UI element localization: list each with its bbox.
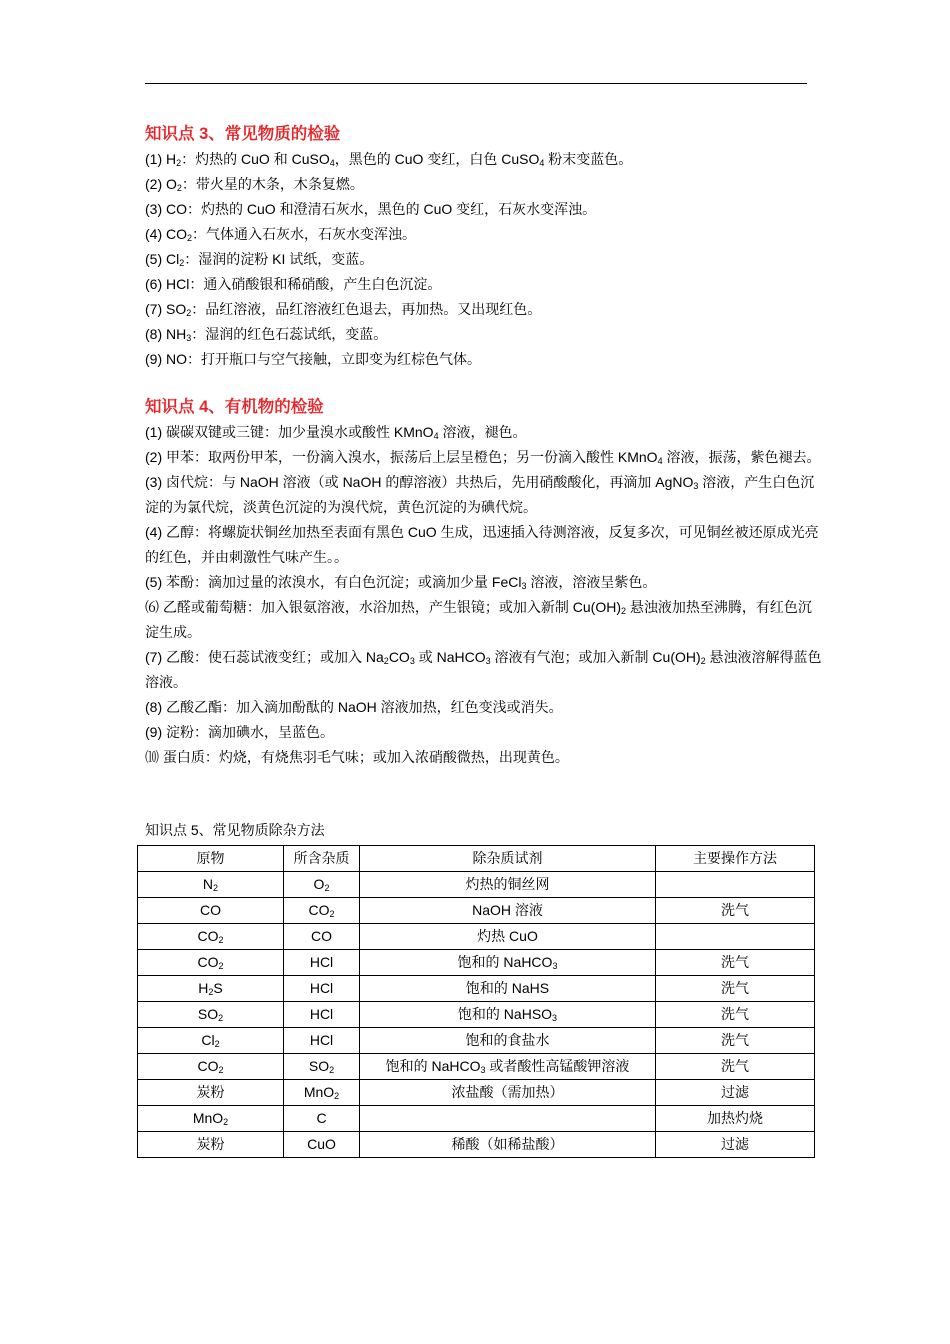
text-segment: (7) 乙酸：使石蕊试液变红；或加入 Na	[145, 649, 384, 665]
text-segment: HCl	[309, 1006, 334, 1022]
section-3-item	[145, 197, 825, 222]
text-segment: 洗气	[721, 902, 749, 918]
text-segment: (8) NH	[145, 326, 187, 342]
subscript: 4	[433, 431, 439, 441]
text-segment: 洗气	[721, 1058, 749, 1074]
text-segment: CO	[388, 649, 410, 665]
cell-reagent	[360, 950, 656, 976]
text-segment: CO	[308, 902, 330, 918]
text-segment: O	[313, 876, 325, 892]
subscript: 2	[218, 935, 224, 945]
section-4-list	[145, 420, 825, 770]
cell-method	[656, 976, 815, 1002]
subscript: 3	[186, 333, 192, 343]
text-segment: (1) H	[145, 151, 177, 167]
section-4-item	[145, 695, 825, 720]
cell-method	[656, 1054, 815, 1080]
section-3-item	[145, 272, 825, 297]
text-segment: CO	[197, 928, 219, 944]
cell-impurity	[284, 1028, 360, 1054]
cell-original	[138, 1054, 284, 1080]
text-segment: 过滤	[721, 1136, 749, 1152]
cell-impurity	[284, 976, 360, 1002]
cell-reagent	[360, 1080, 656, 1106]
subscript: 3	[552, 961, 558, 971]
section-3-item	[145, 347, 825, 372]
subscript: 2	[700, 656, 706, 666]
text-segment: (9) 淀粉：滴加碘水，呈蓝色。	[145, 724, 334, 740]
section-3-item	[145, 172, 825, 197]
section-3-list	[145, 147, 825, 372]
section-3-item	[145, 222, 825, 247]
subscript: 2	[218, 1065, 224, 1075]
table-body	[138, 872, 815, 1158]
text-segment: 饱和的 NaHS	[465, 980, 550, 996]
text-segment: 饱和的食盐水	[465, 1032, 550, 1048]
cell-reagent	[360, 1106, 656, 1132]
subscript: 3	[485, 656, 491, 666]
cell-original	[138, 924, 284, 950]
subscript: 2	[329, 909, 335, 919]
subscript: 2	[329, 1065, 335, 1075]
text-segment: Cl	[201, 1032, 215, 1048]
text-segment: (5) 苯酚：滴加过量的浓溴水，有白色沉淀；或滴加少量 FeCl	[145, 574, 522, 590]
text-segment: 加热灼烧	[707, 1110, 763, 1126]
purification-table	[137, 845, 815, 1158]
cell-method	[656, 1028, 815, 1054]
subscript: 2	[187, 233, 193, 243]
text-segment: ，黑色的 CuO 变红，白色 CuSO	[334, 151, 540, 167]
text-segment: 或 NaHCO	[414, 649, 486, 665]
subscript: 4	[539, 158, 545, 168]
text-segment: ：灼热的 CuO 和 CuSO	[181, 151, 330, 167]
section-3-item	[145, 297, 825, 322]
text-segment: 洗气	[721, 1006, 749, 1022]
table-header-row	[138, 846, 815, 872]
subscript: 2	[208, 987, 214, 997]
section-3-item	[145, 247, 825, 272]
table-row	[138, 1002, 815, 1028]
table-row	[138, 872, 815, 898]
table-row	[138, 1106, 815, 1132]
text-segment: 饱和的 NaHCO	[385, 1058, 481, 1074]
text-segment: 溶液，溶液呈紫色。	[526, 574, 657, 590]
cell-impurity	[284, 924, 360, 950]
text-segment: 灼热 CuO	[477, 928, 538, 944]
cell-reagent	[360, 898, 656, 924]
cell-method	[656, 1080, 815, 1106]
cell-impurity	[284, 950, 360, 976]
subscript: 3	[693, 481, 699, 491]
cell-method	[656, 1002, 815, 1028]
text-segment: 饱和的 NaHSO	[457, 1006, 553, 1022]
text-segment: 灼热的铜丝网	[465, 876, 550, 892]
subscript: 2	[176, 158, 182, 168]
text-segment: (7) SO	[145, 301, 187, 317]
text-segment: 炭粉	[196, 1136, 225, 1152]
text-segment: SO	[308, 1058, 330, 1074]
text-segment: (4) 乙醇：将螺旋状铜丝加热至表面有黑色 CuO 生成，迅速插入待测溶液，反复多次，可见铜丝被还原成光亮的红色，并由刺激性气味产生。。	[145, 524, 819, 565]
text-segment: MnO	[303, 1084, 335, 1100]
subscript: 2	[214, 1039, 220, 1049]
section-4-title: 知识点 4、有机物的检验	[145, 398, 324, 416]
subscript: 3	[552, 1013, 558, 1023]
subscript: 2	[179, 258, 185, 268]
section-4-item	[145, 570, 825, 595]
text-segment: 悬浊液加热至沸腾，有红色沉淀生成。	[145, 599, 812, 640]
cell-reagent	[360, 976, 656, 1002]
text-segment: 洗气	[721, 980, 749, 996]
cell-reagent	[360, 1002, 656, 1028]
header-method: 主要操作方法	[656, 846, 815, 872]
cell-reagent	[360, 872, 656, 898]
header-reagent: 除杂质试剂	[360, 846, 656, 872]
cell-method	[656, 1106, 815, 1132]
text-segment: N	[202, 876, 214, 892]
cell-original	[138, 898, 284, 924]
text-segment: (3) CO：灼热的 CuO 和澄清石灰水，黑色的 CuO 变红，石灰水变浑浊。	[145, 201, 597, 217]
text-segment: ：品红溶液，品红溶液红色退去，再加热。又出现红色。	[191, 301, 542, 317]
section-3-item	[145, 147, 825, 172]
cell-reagent	[360, 1132, 656, 1158]
text-segment: (2) 甲苯：取两份甲苯，一份滴入溴水，振荡后上层呈橙色；另一份滴入酸性 KMnO	[145, 449, 658, 465]
cell-impurity	[284, 872, 360, 898]
cell-original	[138, 976, 284, 1002]
cell-original	[138, 1106, 284, 1132]
text-segment: 悬浊液溶解得蓝色溶液。	[145, 649, 822, 690]
section-5-title: 知识点 5、常见物质除杂方法	[145, 822, 325, 838]
subscript: 2	[223, 1117, 229, 1127]
text-segment: (1) 碳碳双键或三键：加少量溴水或酸性 KMnO	[145, 424, 434, 440]
text-segment: 饱和的 NaHCO	[457, 954, 553, 970]
section-3-item	[145, 322, 825, 347]
table-row	[138, 1054, 815, 1080]
section-4-item	[145, 720, 825, 745]
section-4-item	[145, 420, 825, 445]
text-segment: NaOH 溶液	[472, 902, 543, 918]
text-segment: 过滤	[721, 1084, 749, 1100]
text-segment: 浓盐酸（需加热）	[451, 1084, 564, 1100]
text-segment: ：气体通入石灰水，石灰水变浑浊。	[192, 226, 417, 242]
subscript: 2	[621, 606, 627, 616]
text-segment: (6) HCl：通入硝酸银和稀硝酸，产生白色沉淀。	[145, 276, 442, 292]
section-4-item	[145, 595, 825, 645]
text-segment: (5) Cl	[145, 251, 180, 267]
text-segment: CO	[311, 928, 332, 944]
text-segment: 溶液，产生白色沉淀的为氯代烷，淡黄色沉淀的为溴代烷，黄色沉淀的为碘代烷。	[145, 474, 815, 515]
cell-method	[656, 898, 815, 924]
text-segment: 溶液，褪色。	[438, 424, 527, 440]
cell-method	[656, 950, 815, 976]
table-row	[138, 924, 815, 950]
text-segment: ⑽ 蛋白质：灼烧，有烧焦羽毛气味；或加入浓硝酸微热，出现黄色。	[145, 749, 569, 765]
text-segment: 洗气	[721, 1032, 749, 1048]
table-row	[138, 1080, 815, 1106]
subscript: 2	[324, 883, 330, 893]
text-segment: CO	[197, 1058, 219, 1074]
text-segment: (8) 乙酸乙酯：加入滴加酚酞的 NaOH 溶液加热，红色变浅或消失。	[145, 699, 563, 715]
subscript: 3	[409, 656, 415, 666]
text-segment: CuO	[307, 1136, 336, 1152]
subscript: 2	[213, 883, 219, 893]
section-3-title: 知识点 3、常见物质的检验	[145, 125, 341, 143]
text-segment: ：带火星的木条，木条复燃。	[181, 176, 364, 192]
subscript: 2	[218, 961, 224, 971]
cell-original	[138, 1132, 284, 1158]
subscript: 3	[480, 1065, 486, 1075]
cell-method	[656, 924, 815, 950]
text-segment: ：湿润的淀粉 KI 试纸，变蓝。	[184, 251, 374, 267]
subscript: 2	[176, 183, 182, 193]
text-segment: (9) NO：打开瓶口与空气接触，立即变为红棕色气体。	[145, 351, 481, 367]
subscript: 2	[383, 656, 389, 666]
text-segment: C	[316, 1110, 327, 1126]
section-4	[145, 394, 825, 770]
cell-original	[138, 950, 284, 976]
header-rule	[145, 83, 807, 84]
table-row	[138, 976, 815, 1002]
subscript: 2	[186, 308, 192, 318]
section-4-item	[145, 520, 825, 570]
text-segment: 稀酸（如稀盐酸）	[451, 1136, 564, 1152]
text-segment: (3) 卤代烷：与 NaOH 溶液（或 NaOH 的醇溶液）共热后，先用硝酸酸化，再滴加 AgNO	[145, 474, 694, 490]
cell-original	[138, 1080, 284, 1106]
text-segment: 粉末变蓝色。	[544, 151, 633, 167]
section-4-item	[145, 645, 825, 695]
cell-method	[656, 1132, 815, 1158]
text-segment: 炭粉	[196, 1084, 225, 1100]
header-original: 原物	[138, 846, 284, 872]
text-segment: ：湿润的红色石蕊试纸，变蓝。	[191, 326, 388, 342]
subscript: 2	[218, 1013, 224, 1023]
text-segment: 或者酸性高锰酸钾溶液	[485, 1058, 630, 1074]
subscript: 4	[657, 456, 663, 466]
text-segment: 溶液，振荡，紫色褪去。	[662, 449, 821, 465]
table-row	[138, 898, 815, 924]
cell-original	[138, 872, 284, 898]
cell-reagent	[360, 924, 656, 950]
cell-reagent	[360, 1028, 656, 1054]
text-segment: ⑹ 乙醛或葡萄糖：加入银氨溶液，水浴加热，产生银镜；或加入新制 Cu(OH)	[145, 599, 621, 615]
cell-original	[138, 1028, 284, 1054]
cell-reagent	[360, 1054, 656, 1080]
section-4-item	[145, 470, 825, 520]
table-row	[138, 1132, 815, 1158]
cell-impurity	[284, 1132, 360, 1158]
cell-original	[138, 1002, 284, 1028]
cell-impurity	[284, 1002, 360, 1028]
cell-impurity	[284, 898, 360, 924]
text-segment: H	[198, 980, 209, 996]
text-segment: (4) CO	[145, 226, 187, 242]
text-segment: CO	[197, 954, 219, 970]
text-segment: HCl	[309, 954, 334, 970]
text-segment: (2) O	[145, 176, 177, 192]
text-segment: CO	[200, 902, 221, 918]
subscript: 2	[334, 1091, 340, 1101]
cell-impurity	[284, 1080, 360, 1106]
section-4-item	[145, 745, 825, 770]
table-row	[138, 950, 815, 976]
header-impurity: 所含杂质	[284, 846, 360, 872]
cell-method	[656, 872, 815, 898]
cell-impurity	[284, 1054, 360, 1080]
text-segment: SO	[197, 1006, 219, 1022]
text-segment: S	[213, 980, 223, 996]
section-4-item	[145, 445, 825, 470]
section-3	[145, 121, 825, 372]
text-segment: MnO	[192, 1110, 224, 1126]
text-segment: HCl	[309, 980, 334, 996]
subscript: 3	[521, 581, 527, 591]
text-segment: 洗气	[721, 954, 749, 970]
text-segment: 溶液有气泡；或加入新制 Cu(OH)	[490, 649, 701, 665]
text-segment: HCl	[309, 1032, 334, 1048]
subscript: 4	[329, 158, 335, 168]
cell-impurity	[284, 1106, 360, 1132]
table-row	[138, 1028, 815, 1054]
